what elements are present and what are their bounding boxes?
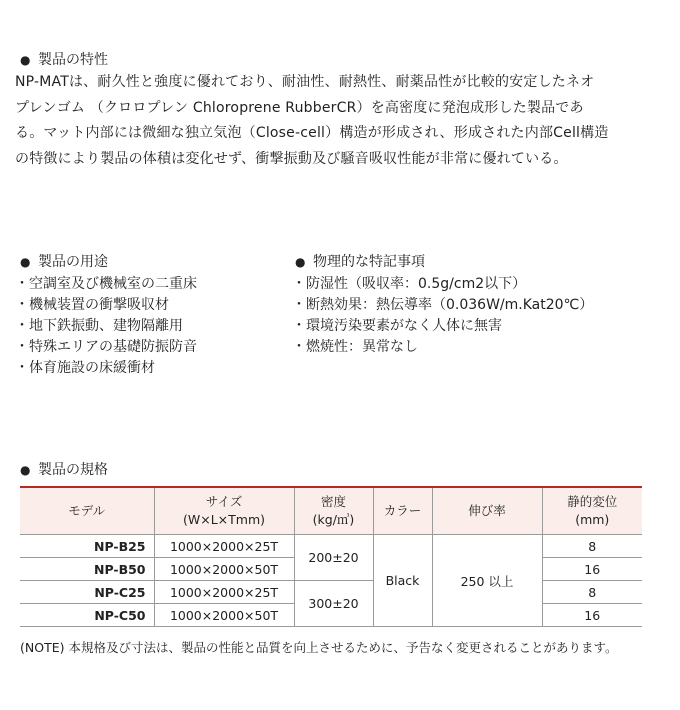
list-item: ・特殊エリアの基礎防振防音 bbox=[15, 339, 197, 355]
physical-heading bbox=[295, 253, 425, 271]
cell-model: NP-C25 bbox=[20, 581, 154, 604]
cell-size: 1000×2000×50T bbox=[154, 558, 294, 581]
list-item: ・体育施設の床緩衝材 bbox=[15, 360, 155, 376]
table-row bbox=[20, 535, 642, 558]
header-elongation: 伸び率 bbox=[432, 487, 542, 535]
table-header-row bbox=[20, 487, 642, 535]
spec-note: (NOTE) 本規格及び寸法は、製品の性能と品質を向上させるために、予告なく変更されることがあります。 bbox=[20, 640, 618, 655]
header-model: モデル bbox=[20, 487, 154, 535]
paragraph-line: NP-MATは、耐久性と強度に優れており、耐油性、耐熱性、耐薬品性が比較的安定したネオ bbox=[15, 74, 595, 90]
header-density: 密度 (kg/㎥) bbox=[294, 487, 373, 535]
uses-heading bbox=[20, 253, 108, 271]
list-item: ・空調室及び機械室の二重床 bbox=[15, 276, 197, 292]
list-item: ・燃焼性：異常なし bbox=[292, 339, 418, 355]
physical-list bbox=[292, 274, 593, 358]
cell-color: Black bbox=[373, 535, 432, 627]
characteristics-title: 製品の特性 bbox=[38, 52, 108, 68]
header-size: サイズ (W×L×Tmm) bbox=[154, 487, 294, 535]
bullet-icon: ● bbox=[295, 255, 306, 269]
list-item: ・防湿性（吸収率：0.5g/cm2以下） bbox=[292, 276, 527, 292]
characteristics-heading bbox=[20, 51, 108, 69]
cell-density: 300±20 bbox=[294, 581, 373, 627]
cell-displacement: 16 bbox=[542, 558, 642, 581]
cell-size: 1000×2000×50T bbox=[154, 604, 294, 627]
cell-elongation: 250 以上 bbox=[432, 535, 542, 627]
specs-title: 製品の規格 bbox=[38, 462, 108, 478]
cell-size: 1000×2000×25T bbox=[154, 535, 294, 558]
specs-heading bbox=[20, 461, 108, 479]
bullet-icon: ● bbox=[20, 255, 31, 269]
spec-table bbox=[20, 486, 642, 627]
cell-model: NP-B50 bbox=[20, 558, 154, 581]
table-row bbox=[20, 581, 642, 604]
physical-title: 物理的な特記事項 bbox=[313, 254, 425, 270]
bullet-icon: ● bbox=[20, 53, 31, 67]
uses-list bbox=[15, 274, 197, 379]
paragraph-line: の特徴により製品の体積は変化せず、衝撃振動及び騒音吸収性能が非常に優れている。 bbox=[15, 150, 568, 167]
header-displacement: 静的変位 (mm) bbox=[542, 487, 642, 535]
paragraph-line: プレンゴム （クロロプレン Chloroprene RubberCR）を高密度に発泡成形した製品であ bbox=[15, 99, 584, 116]
list-item: ・地下鉄振動、建物隔離用 bbox=[15, 318, 183, 334]
cell-size: 1000×2000×25T bbox=[154, 581, 294, 604]
list-item: ・環境汚染要素がなく人体に無害 bbox=[292, 318, 502, 334]
characteristics-paragraph bbox=[15, 70, 665, 172]
cell-displacement: 8 bbox=[542, 535, 642, 558]
paragraph-line: る。マット内部には微細な独立気泡（Close-cell）構造が形成され、形成された内部Cell構造 bbox=[15, 125, 609, 141]
list-item: ・断熱効果：熱伝導率（0.036W/m.Kat20℃） bbox=[292, 297, 594, 313]
cell-displacement: 8 bbox=[542, 581, 642, 604]
list-item: ・機械装置の衝撃吸収材 bbox=[15, 297, 169, 313]
cell-displacement: 16 bbox=[542, 604, 642, 627]
cell-density: 200±20 bbox=[294, 535, 373, 581]
cell-model: NP-C50 bbox=[20, 604, 154, 627]
cell-model: NP-B25 bbox=[20, 535, 154, 558]
header-color: カラー bbox=[373, 487, 432, 535]
bullet-icon: ● bbox=[20, 463, 31, 477]
uses-title: 製品の用途 bbox=[38, 254, 108, 270]
